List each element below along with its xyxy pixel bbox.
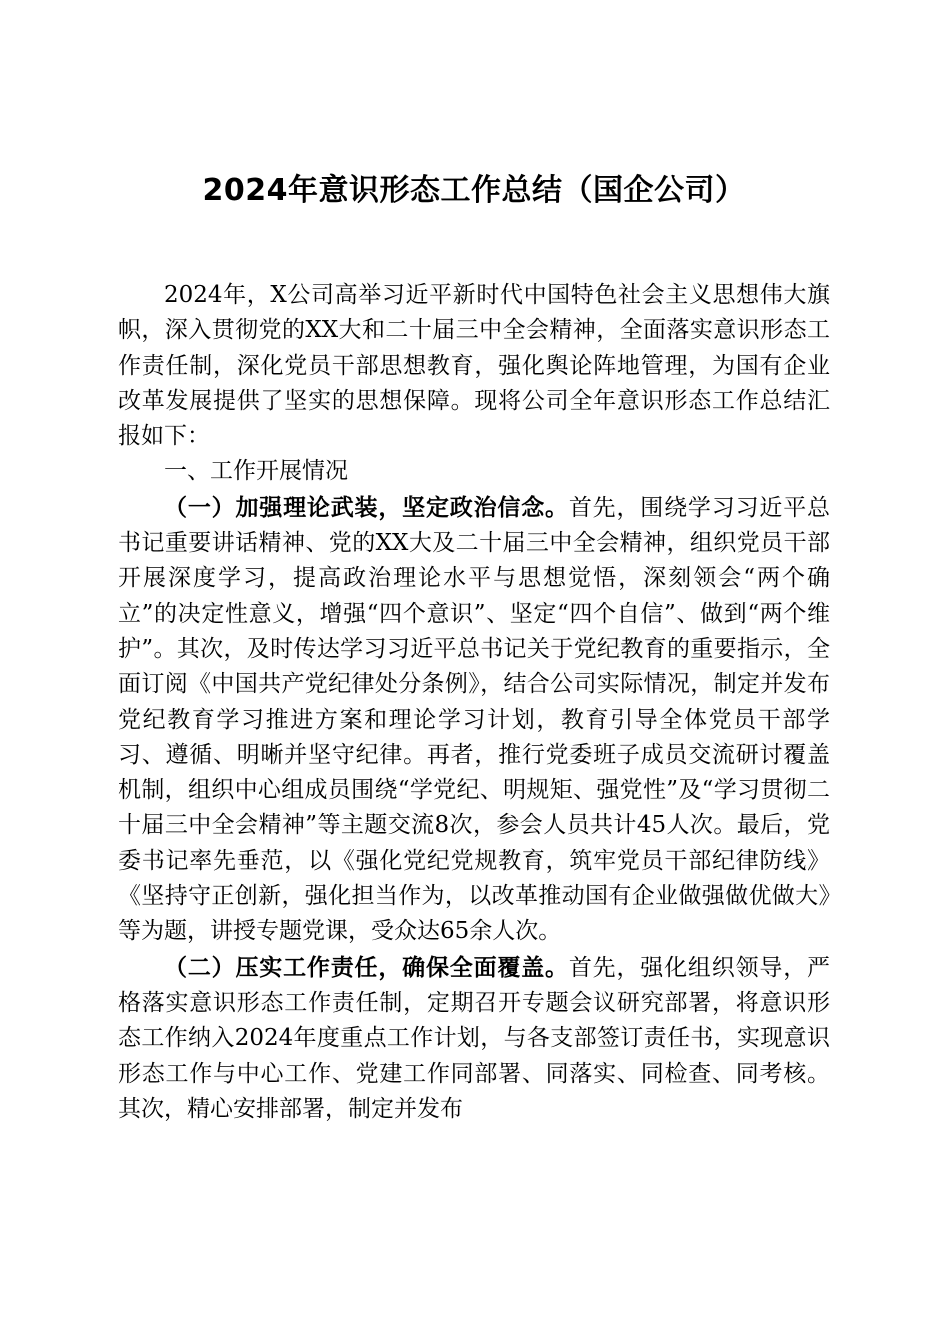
subsection-1-lead: （一）加强理论武装，坚定政治信念。 bbox=[164, 493, 569, 521]
subsection-2-paragraph bbox=[118, 950, 830, 1127]
section-heading-work-status: 一、工作开展情况 bbox=[164, 458, 348, 485]
subsection-2-body: 首先，强化组织领导，严格落实意识形态工作责任制，定期召开专题会议研究部署，将意识形态工作纳入2024年度重点工作计划，与各支部签订责任书，实现意识形态工作与中心工作、党建工作同部署、同落实、同检查、同考核。其次，精心安排部署，制定并发布 bbox=[118, 954, 831, 1122]
subsection-2-lead: （二）压实工作责任，确保全面覆盖。 bbox=[164, 953, 569, 981]
document-page bbox=[118, 160, 830, 1127]
subsection-1-body: 首先，围绕学习习近平总书记重要讲话精神、党的XX大及二十届三中全会精神，组织党员干部开展深度学习，提高政治理论水平与思想觉悟，深刻领会“两个确立”的决定性意义，增强“四个意识”、坚定“四个自信”、做到“两个维护”。其次，及时传达学习习近平总书记关于党纪教育的重要指示，全面订阅《中国共产党纪律处分条例》，结合公司实际情况，制定并发布党纪教育学习推进方案和理论学习计划，教育引导全体党员干部学习、遵循、明晰并坚守纪律。再者，推行党委班子成员交流研讨覆盖机制，组织中心组成员围绕“学党纪、明规矩、强党性”及“学习贯彻二十届三中全会精神”等主题交流8次，参会人员共计45人次。最后，党委书记率先垂范，以《强化党纪党规教育，筑牢党员干部纪律防线》《坚持守正创新，强化担当作为，以改革推动国有企业做强做优做大》等为题，讲授专题党课，受众达65余人次。 bbox=[118, 494, 831, 945]
document-title: 2024年意识形态工作总结（国企公司） bbox=[202, 173, 746, 208]
intro-paragraph: 2024年，X公司高举习近平新时代中国特色社会主义思想伟大旗帜，深入贯彻党的XX大和二十届三中全会精神，全面落实意识形态工作责任制，深化党员干部思想教育，强化舆论阵地管理，为国有企业改革发展提供了坚实的思想保障。现将公司全年意识形态工作总结汇报如下： bbox=[118, 282, 830, 450]
subsection-1-paragraph bbox=[118, 490, 830, 950]
